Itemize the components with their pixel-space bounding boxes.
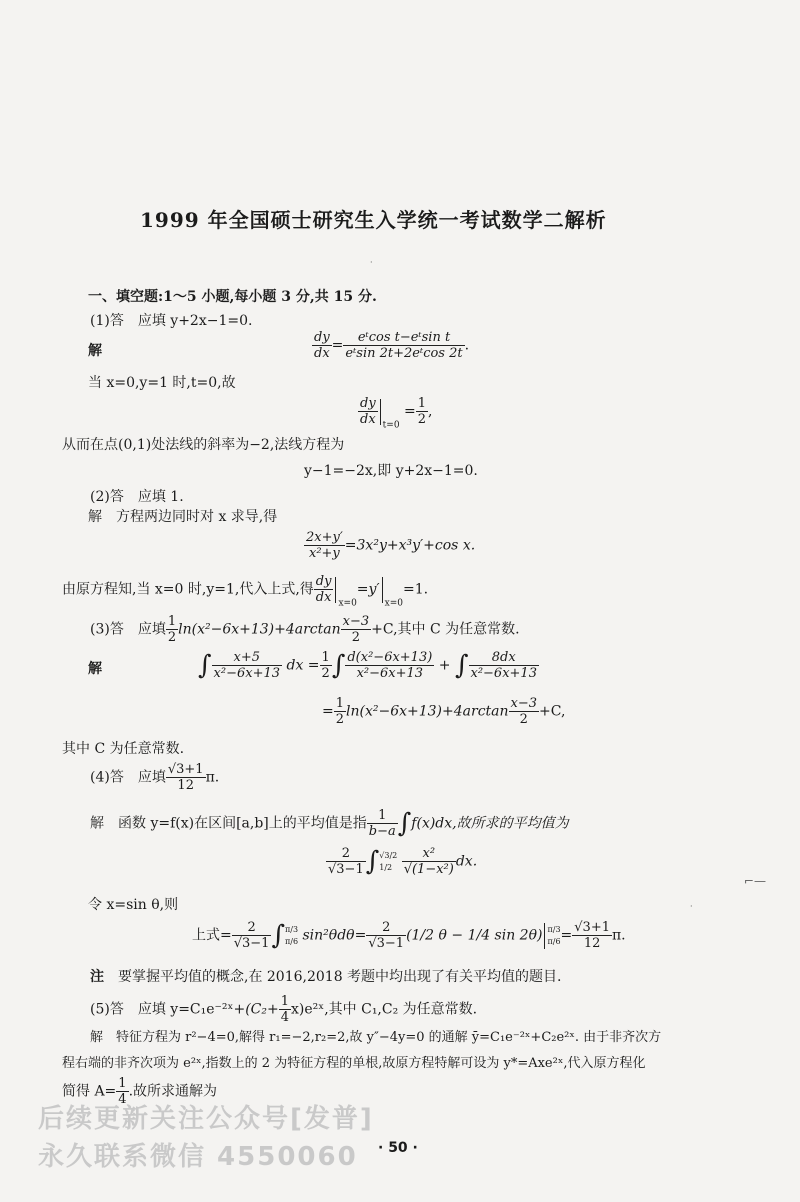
q3-res-half-num: 1 [335, 696, 345, 711]
q1-line3: 从而在点(0,1)处法线的斜率为−2,法线方程为 [62, 437, 345, 453]
q5-line3-pre: 简得 A= [62, 1083, 117, 1100]
q3-res-half [334, 696, 346, 727]
q4-calc-eq: 上式= $\frac{2}{√3-1}$ ∫π/3 π/6 sin²θdθ= $\frac{2}{√3-1}$ (1/2 θ − 1/4 sin 2θ) π/3 π/6= $\frac{√3+1}{12}$ π. [192, 920, 626, 951]
q4-line1-post: f(x)dx,故所求的平均值为 [411, 815, 569, 832]
q3-integral-line1 [198, 650, 539, 681]
q3-half-den: 2 [321, 666, 330, 681]
q4-line1-frac-den: b−a [368, 824, 396, 839]
q4-avg-int-den: √(1−x²) [403, 862, 454, 877]
q3-int-eq: dx = [286, 657, 320, 674]
q3-jie-label: 解 [88, 661, 102, 677]
q4-calc-coef-2-num: 2 [366, 920, 406, 936]
q3-answer-frac [341, 614, 372, 645]
q4-calc-lower: π/6 [285, 936, 299, 946]
q4-line1-pre: 解 函数 y=f(x)在区间[a,b]上的平均值是指 [90, 815, 367, 832]
q4-answer-pre: (4)答 应填 [90, 769, 166, 786]
q2-line2-dydx-den: dx [315, 590, 332, 605]
q2-line2 [62, 574, 428, 609]
q5-answer-paren: (C₂+ [245, 1001, 279, 1018]
q2-line2-dydx [314, 574, 334, 605]
q3-res-frac-num: x−3 [510, 696, 538, 711]
q1-eval-eq: $\frac{dy}{dx}$ $_{t=0}$ = $\frac{1}{2}$ , [360, 396, 433, 431]
q1-dydx-den: dx [314, 346, 330, 361]
q1-derivative-frac [343, 330, 464, 361]
q3-res-frac [509, 696, 540, 727]
note-line [90, 966, 562, 986]
q4-average-eq [326, 846, 477, 877]
q3-int3-den: x²−6x+13 [470, 666, 537, 681]
q2-bar-2 [382, 577, 383, 603]
q1-eval-dydx-num: dy [360, 396, 376, 411]
q3-int2 [345, 650, 434, 681]
q5-line3-post: .故所求通解为 [128, 1083, 218, 1100]
q3-int3-num: 8dx [469, 650, 539, 666]
q1-answer: (1)答 应填 y+2x−1=0. [90, 313, 253, 329]
q4-calc-result [572, 920, 612, 951]
q3-integral-sign-3: ∫ [454, 650, 469, 681]
q1-derivative-den: eᵗsin 2t+2eᵗcos 2t [345, 346, 463, 361]
q5-answer-pre: (5)答 应填 y=C₁e⁻²ˣ+ [90, 1001, 246, 1018]
q4-answer-post: π. [205, 769, 220, 786]
q3-answer-frac-den: 2 [351, 630, 361, 645]
q2-equation [304, 530, 475, 561]
q5-answer [90, 994, 477, 1025]
q2-line2-post: =1. [402, 581, 429, 598]
q5-line1: 解 特征方程为 r²−4=0,解得 r₁=−2,r₂=2,故 y″−4y=0 的通解 ȳ=C₁e⁻²ˣ+C₂e²ˣ. 由于非齐次方 [90, 1030, 662, 1045]
page-title: 1999 年全国硕士研究生入学统一考试数学二解析 [140, 208, 607, 232]
q5-answer-frac-num: 1 [280, 994, 290, 1009]
q4-avg-num: 2 [326, 846, 366, 862]
note-text: 要掌握平均值的概念,在 2016,2018 考题中均出现了有关平均值的题目. [118, 969, 562, 985]
q4-avg-upper: √3/2 [379, 850, 398, 860]
q4-calc-eval-upper: π/3 [547, 924, 561, 934]
q4-calc-eval-limits [547, 924, 560, 948]
q4-calc-res-post: π. [611, 927, 626, 944]
q4-calc-inner: (1/2 θ − 1/4 sin 2θ) [406, 927, 543, 944]
q3-answer-half-den: 2 [167, 630, 177, 645]
q2-answer: (2)答 应填 1. [90, 489, 184, 505]
q3-int1-num: x+5 [212, 650, 282, 666]
q3-int2-num: d(x²−6x+13) [347, 650, 433, 665]
q1-jie-label: 解 [88, 343, 102, 359]
q4-calc-res-den: 12 [583, 936, 601, 951]
q4-line1-frac [367, 808, 398, 839]
q1-eval-dydx [358, 396, 378, 427]
q4-avg-integral: ∫ [365, 846, 380, 877]
page-number: · 50 · [378, 1140, 418, 1156]
q4-avg-integrand [402, 846, 456, 877]
q4-answer [90, 762, 219, 793]
q4-calc-coef-1 [232, 920, 272, 951]
q4-avg-int-num: x² [402, 846, 456, 862]
q4-calc-coef-2-den: √3−1 [368, 936, 405, 951]
q4-calc-integral: ∫ [271, 920, 285, 951]
q1-dydx-num: dy [314, 330, 330, 345]
q5-line3-den: 4 [118, 1092, 127, 1107]
q3-half-num: 1 [321, 650, 330, 665]
q4-calc-coef-2 [366, 920, 406, 951]
q4-calc-pre: 上式= [192, 927, 232, 944]
q3-answer [90, 614, 520, 645]
q2-eq-num: 2x+y′ [306, 530, 343, 545]
watermark-line-1: 后续更新关注公众号[发普] [38, 1104, 374, 1134]
q2-line2-mid: =y′ [356, 581, 380, 598]
q3-res-frac-den: 2 [519, 712, 528, 727]
scan-speck: · [370, 258, 373, 267]
q2-line2-dydx-num: dy [315, 574, 332, 589]
q5-answer-post: x)e²ˣ,其中 C₁,C₂ 为任意常数. [291, 1001, 478, 1018]
q4-calc-coef-1-num: 2 [232, 920, 272, 936]
q1-eval-bar [380, 399, 381, 425]
q3-res-post: +C, [539, 703, 566, 720]
q5-line2: 程右端的非齐次项为 e²ˣ,指数上的 2 为特征方程的单根,故原方程特解可设为 y*=Axe²ˣ,代入原方程化 [62, 1056, 646, 1071]
q5-answer-frac [279, 994, 291, 1025]
q1-dydx [312, 330, 332, 361]
q4-calc-mid: sin²θdθ= [302, 927, 367, 944]
q3-answer-post: +C,其中 C 为任意常数. [371, 621, 520, 638]
q4-line1 [90, 808, 569, 839]
q4-calc-coef-1-den: √3−1 [233, 936, 270, 951]
q5-line3-num: 1 [118, 1076, 127, 1091]
q1-eval-value [416, 396, 428, 427]
q3-integral-sign-2: ∫ [331, 650, 346, 681]
q2-eq-den: x²+y [309, 546, 340, 561]
q3-res-half-den: 2 [335, 712, 345, 727]
q1-eval-sub: t=0 [382, 420, 400, 431]
watermark-line-2: 永久联系微信 4550060 [38, 1142, 358, 1172]
q4-calc-limits [285, 924, 298, 948]
q4-calc-res-num: √3+1 [574, 920, 610, 935]
q4-answer-den: 12 [177, 778, 194, 793]
q2-sub-2: x=0 [384, 598, 403, 609]
q2-sub-1: x=0 [338, 598, 357, 609]
q3-answer-half [166, 614, 178, 645]
q5-answer-frac-den: 4 [280, 1010, 290, 1025]
q1-line4: y−1=−2x,即 y+2x−1=0. [304, 463, 478, 479]
q1-eval-value-num: 1 [417, 396, 427, 411]
q4-answer-frac [166, 762, 206, 793]
section-header: 一、填空题:1～5 小题,每小题 3 分,共 15 分. [88, 289, 377, 305]
q4-avg-tail: dx. [455, 853, 478, 870]
q1-derivative-eq: $\frac{dy}{dx}$ = $\frac{\text{eᵗcos t−eᵗsin t}}{\text{eᵗsin 2t+2eᵗcos 2t}}$ . [314, 330, 470, 361]
q4-line1-integral: ∫ [397, 808, 412, 839]
q3-int1 [212, 650, 282, 681]
q4-calc-upper: π/3 [285, 924, 299, 934]
q2-bar-1 [335, 577, 336, 603]
q2-line1: 解 方程两边同时对 x 求导,得 [88, 509, 278, 525]
q3-tail: 其中 C 为任意常数. [62, 741, 185, 757]
q3-answer-frac-num: x−3 [342, 614, 370, 629]
q1-eval-value-den: 2 [417, 412, 427, 427]
q3-res-mid: ln(x²−6x+13)+4arctan [346, 703, 509, 720]
q3-integral-result: = $\frac{1}{2}$ ln(x²−6x+13)+4arctan $\frac{x-3}{2}$ +C, [322, 696, 566, 727]
q4-avg-lower: 1/2 [379, 862, 393, 872]
scan-mark-right: ⌐— [744, 874, 767, 888]
q3-int1-den: x²−6x+13 [213, 666, 281, 681]
scan-dot-right: · [690, 902, 693, 911]
note-label: 注 [90, 969, 104, 985]
q4-calc-bar [544, 923, 545, 949]
q2-eq-frac [304, 530, 345, 561]
q4-avg-den: √3−1 [328, 862, 364, 877]
q3-integral-sign-1: ∫ [198, 650, 212, 681]
q4-avg-coef [326, 846, 366, 877]
q1-line2: 当 x=0,y=1 时,t=0,故 [88, 375, 236, 391]
q1-derivative-num: eᵗcos t−eᵗsin t [343, 330, 464, 346]
q4-sub-line: 令 x=sin θ,则 [88, 897, 179, 913]
q2-line2-pre: 由原方程知,当 x=0 时,y=1,代入上式,得 [62, 581, 314, 598]
q3-answer-mid: ln(x²−6x+13)+4arctan [178, 621, 341, 638]
q1-eval-dydx-den: dx [360, 412, 376, 427]
q3-half [320, 650, 332, 681]
q3-answer-half-num: 1 [167, 614, 177, 629]
q4-answer-num: √3+1 [167, 762, 204, 777]
q4-calc-eval-lower: π/6 [547, 936, 561, 946]
q2-eq-rhs: =3x²y+x³y′+cos x. [344, 537, 476, 554]
q3-int2-den: x²−6x+13 [356, 666, 424, 681]
q3-answer-pre: (3)答 应填 [90, 621, 166, 638]
q3-int3 [469, 650, 539, 681]
q4-line1-frac-num: 1 [367, 808, 398, 824]
q3-plus: + [438, 657, 451, 674]
q4-avg-limits [379, 850, 397, 874]
